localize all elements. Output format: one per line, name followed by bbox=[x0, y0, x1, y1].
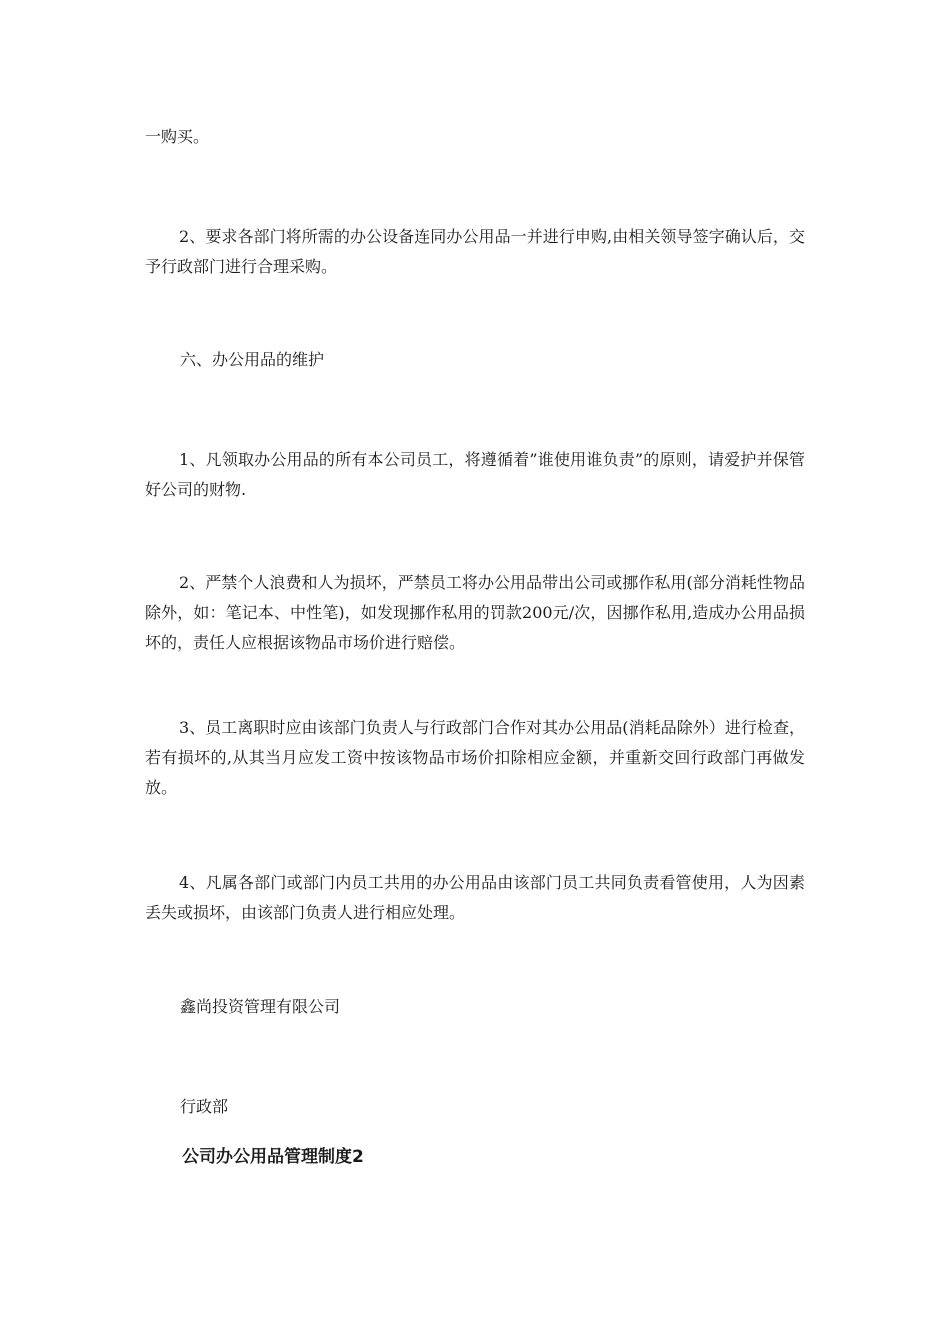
paragraph-maintenance-4: 4、凡属各部门或部门内员工共用的办公用品由该部门员工共同负责看管使用，人为因素丢失或损坏，由该部门负责人进行相应处理。 bbox=[145, 873, 805, 922]
section-6-heading: 六、办公用品的维护 bbox=[180, 350, 325, 369]
document-title: 公司办公用品管理制度2 bbox=[182, 1147, 364, 1167]
continuation-text: 一购买。 bbox=[145, 127, 210, 146]
paragraph-purchase-2: 2、要求各部门将所需的办公设备连同办公用品一并进行申购,由相关领导签字确认后，交予行政部门进行合理采购。 bbox=[145, 227, 805, 276]
paragraph-maintenance-3: 3、员工离职时应由该部门负责人与行政部门合作对其办公用品(消耗品除外）进行检查，若有损坏的,从其当月应发工资中按该物品市场价扣除相应金额，并重新交回行政部门再做发放。 bbox=[145, 718, 805, 797]
paragraph-maintenance-2: 2、严禁个人浪费和人为损坏，严禁员工将办公用品带出公司或挪作私用(部分消耗性物品除外，如：笔记本、中性笔)，如发现挪作私用的罚款200元/次，因挪作私用,造成办公用品损坏的，责任人应根据该物品市场价进行赔偿。 bbox=[145, 573, 805, 652]
company-name: 鑫尚投资管理有限公司 bbox=[180, 997, 341, 1016]
paragraph-maintenance-1: 1、凡领取办公用品的所有本公司员工，将遵循着”谁使用谁负责”的原则，请爱护并保管好公司的财物. bbox=[145, 450, 805, 499]
department-name: 行政部 bbox=[180, 1097, 229, 1116]
